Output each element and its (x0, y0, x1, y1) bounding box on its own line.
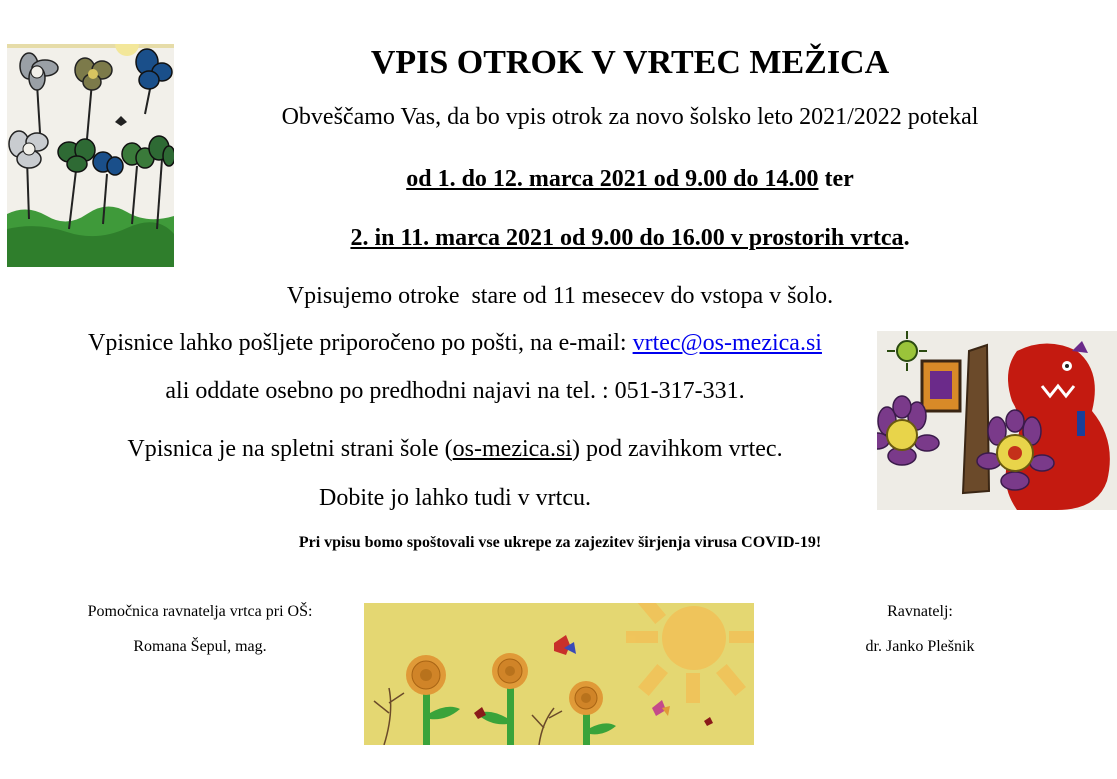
covid-notice: Pri vpisu bomo spoštovali vse ukrepe za zajezitev širjenja virusa COVID-19! (298, 534, 822, 551)
email-info (40, 330, 870, 357)
website-link[interactable]: os-mezica.si (452, 436, 572, 462)
date-range-2-suffix: . (903, 225, 910, 251)
email-prefix: Vpisnice lahko pošljete priporočeno po pošti, na e-mail: (88, 330, 633, 356)
phone-info: ali oddate osebno po predhodni najavi na tel. : 051-317-331. (165, 378, 745, 404)
website-prefix: Vpisnica je na spletni strani šole ( (127, 436, 453, 462)
pickup-info: Dobite jo lahko tudi v vrtcu. (319, 485, 591, 511)
website-suffix: ) pod zavihkom vrtec. (571, 436, 783, 462)
drawing-flowers-image (7, 44, 174, 267)
email-link[interactable]: vrtec@os-mezica.si (632, 330, 822, 356)
drawing-figures-image (877, 331, 1117, 510)
intro-text: Obveščamo Vas, da bo vpis otrok za novo šolsko leto 2021/2022 potekal (281, 104, 979, 130)
website-info (60, 436, 850, 463)
director-role: Ravnatelj: (887, 603, 953, 620)
age-info: Vpisujemo otroke stare od 11 mesecev do vstopa v šolo. (286, 283, 834, 309)
enrollment-dates-secondary (240, 225, 1020, 252)
assistant-director-name: Romana Šepul, mag. (133, 638, 267, 655)
artwork-sun-flowers-image (364, 603, 754, 745)
date-range-1-suffix: ter (818, 166, 854, 192)
date-range-2: 2. in 11. marca 2021 od 9.00 do 16.00 v prostorih vrtca (350, 225, 904, 251)
date-range-1: od 1. do 12. marca 2021 od 9.00 do 14.00 (406, 166, 819, 192)
enrollment-dates-primary (330, 166, 930, 193)
assistant-director-role: Pomočnica ravnatelja vrtca pri OŠ: (87, 603, 313, 620)
director-name: dr. Janko Plešnik (865, 638, 975, 655)
page-title: VPIS OTROK V VRTEC MEŽICA (370, 44, 890, 81)
